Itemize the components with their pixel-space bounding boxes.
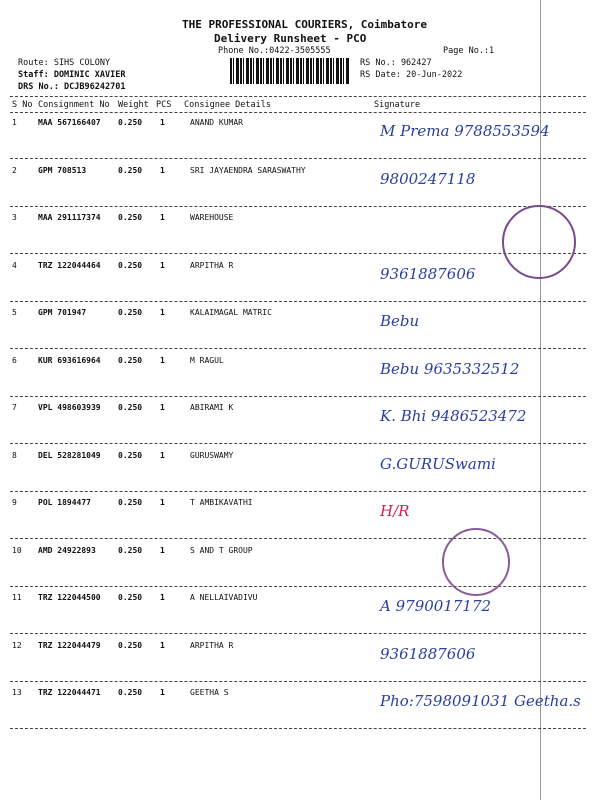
row-pcs: 1 — [160, 118, 165, 127]
row-signature: 9800247118 — [380, 169, 476, 188]
row-pcs: 1 — [160, 213, 165, 222]
row-consignee: M RAGUL — [190, 355, 224, 365]
row-pcs: 1 — [160, 260, 165, 270]
header-top-rule — [10, 96, 586, 97]
row-signature: M Prema 9788553594 — [380, 122, 550, 140]
row-sno: 3 — [12, 213, 17, 222]
route: Route: SIHS COLONY — [18, 58, 111, 68]
row-rule — [10, 728, 586, 729]
row-pcs: 1 — [160, 450, 165, 460]
row-sno: 4 — [12, 260, 17, 270]
col-pcs: PCS — [156, 100, 172, 110]
row-consignee: SRI JAYAENDRA SARASWATHY — [190, 165, 306, 175]
row-pcs: 1 — [160, 640, 165, 650]
row-weight: 0.250 — [118, 688, 143, 697]
row-consignment: TRZ 122044471 — [38, 688, 101, 697]
row-weight: 0.250 — [118, 308, 143, 317]
row-signature: 9361887606 — [380, 644, 476, 663]
row-sno: 10 — [12, 545, 22, 555]
row-weight: 0.250 — [118, 213, 143, 222]
row-rule — [10, 633, 586, 634]
row-weight: 0.250 — [118, 355, 143, 365]
row-consignment: VPL 498603939 — [38, 403, 101, 412]
row-consignee: WAREHOUSE — [190, 213, 234, 222]
row-consignee: T AMBIKAVATHI — [190, 498, 253, 507]
row-signature: Bebu 9635332512 — [380, 359, 520, 378]
row-consignee: ARPITHA R — [190, 260, 234, 270]
drs-number: DRS No.: DCJB96242701 — [18, 82, 126, 92]
company-name: THE PROFESSIONAL COURIERS, Coimbatore — [182, 18, 428, 31]
phone-number: Phone No.:0422-3505555 — [218, 46, 331, 56]
row-weight: 0.250 — [118, 118, 143, 127]
row-signature: Pho:7598091031 Geetha.s — [380, 692, 581, 710]
row-weight: 0.250 — [118, 498, 143, 507]
company-stamp — [502, 205, 576, 279]
row-rule — [10, 491, 586, 492]
row-rule — [10, 396, 586, 397]
row-weight: 0.250 — [118, 640, 143, 650]
row-consignee: ABIRAMI K — [190, 403, 234, 412]
row-pcs: 1 — [160, 498, 165, 507]
row-consignment: GPM 708513 — [38, 165, 87, 175]
row-consignment: TRZ 122044464 — [38, 260, 101, 270]
row-weight: 0.250 — [118, 593, 143, 602]
barcode — [230, 58, 350, 84]
row-rule — [10, 158, 586, 159]
row-pcs: 1 — [160, 545, 165, 555]
header-bottom-rule — [10, 112, 586, 113]
row-consignee: S AND T GROUP — [190, 545, 253, 555]
row-signature: K. Bhi 9486523472 — [380, 407, 527, 425]
row-signature: H/R — [380, 502, 410, 520]
row-consignment: KUR 693616964 — [38, 355, 101, 365]
page-number: Page No.:1 — [443, 46, 495, 56]
row-pcs: 1 — [160, 355, 165, 365]
col-weight: Weight — [118, 100, 149, 110]
row-sno: 7 — [12, 403, 17, 412]
col-consignee: Consignee Details — [184, 100, 271, 110]
row-consignment: TRZ 122044479 — [38, 640, 101, 650]
col-signature: Signature — [374, 100, 421, 110]
row-consignment: POL 1894477 — [38, 498, 91, 507]
row-signature: 9361887606 — [380, 264, 476, 283]
company-stamp — [442, 528, 510, 596]
row-weight: 0.250 — [118, 403, 143, 412]
col-sno: S No — [12, 100, 33, 110]
row-consignee: A NELLAIVADIVU — [190, 593, 258, 602]
row-pcs: 1 — [160, 593, 165, 602]
col-consignment: Consignment No — [38, 100, 110, 110]
row-signature: G.GURUSwami — [380, 454, 496, 473]
row-consignee: KALAIMAGAL MATRIC — [190, 308, 272, 317]
row-rule — [10, 681, 586, 682]
row-pcs: 1 — [160, 308, 165, 317]
row-sno: 2 — [12, 165, 17, 175]
row-rule — [10, 253, 586, 254]
row-weight: 0.250 — [118, 165, 143, 175]
row-sno: 8 — [12, 450, 17, 460]
staff: Staff: DOMINIC XAVIER — [18, 70, 126, 80]
row-sno: 6 — [12, 355, 17, 365]
row-weight: 0.250 — [118, 545, 143, 555]
row-pcs: 1 — [160, 403, 165, 412]
row-sno: 1 — [12, 118, 17, 127]
row-pcs: 1 — [160, 688, 165, 697]
row-weight: 0.250 — [118, 450, 143, 460]
rs-number: RS No.: 962427 — [360, 58, 432, 68]
row-consignee: ANAND KUMAR — [190, 118, 243, 127]
row-signature: Bebu — [380, 312, 420, 330]
row-consignee: GEETHA S — [190, 688, 229, 697]
row-consignment: DEL 528281049 — [38, 450, 101, 460]
row-sno: 5 — [12, 308, 17, 317]
row-consignment: MAA 291117374 — [38, 213, 101, 222]
row-signature: A 9790017172 — [380, 597, 492, 615]
row-sno: 12 — [12, 640, 22, 650]
row-sno: 11 — [12, 593, 22, 602]
row-consignee: ARPITHA R — [190, 640, 234, 650]
row-consignment: GPM 701947 — [38, 308, 87, 317]
row-consignment: TRZ 122044500 — [38, 593, 101, 602]
row-rule — [10, 206, 586, 207]
row-rule — [10, 348, 586, 349]
row-sno: 9 — [12, 498, 17, 507]
row-consignment: AMD 24922893 — [38, 545, 96, 555]
rs-date: RS Date: 20-Jun-2022 — [360, 70, 463, 80]
row-consignment: MAA 567166407 — [38, 118, 101, 127]
row-consignee: GURUSWAMY — [190, 450, 234, 460]
row-weight: 0.250 — [118, 260, 143, 270]
document-title: Delivery Runsheet - PCO — [214, 32, 367, 45]
row-pcs: 1 — [160, 165, 165, 175]
row-rule — [10, 301, 586, 302]
row-sno: 13 — [12, 688, 22, 697]
row-rule — [10, 443, 586, 444]
